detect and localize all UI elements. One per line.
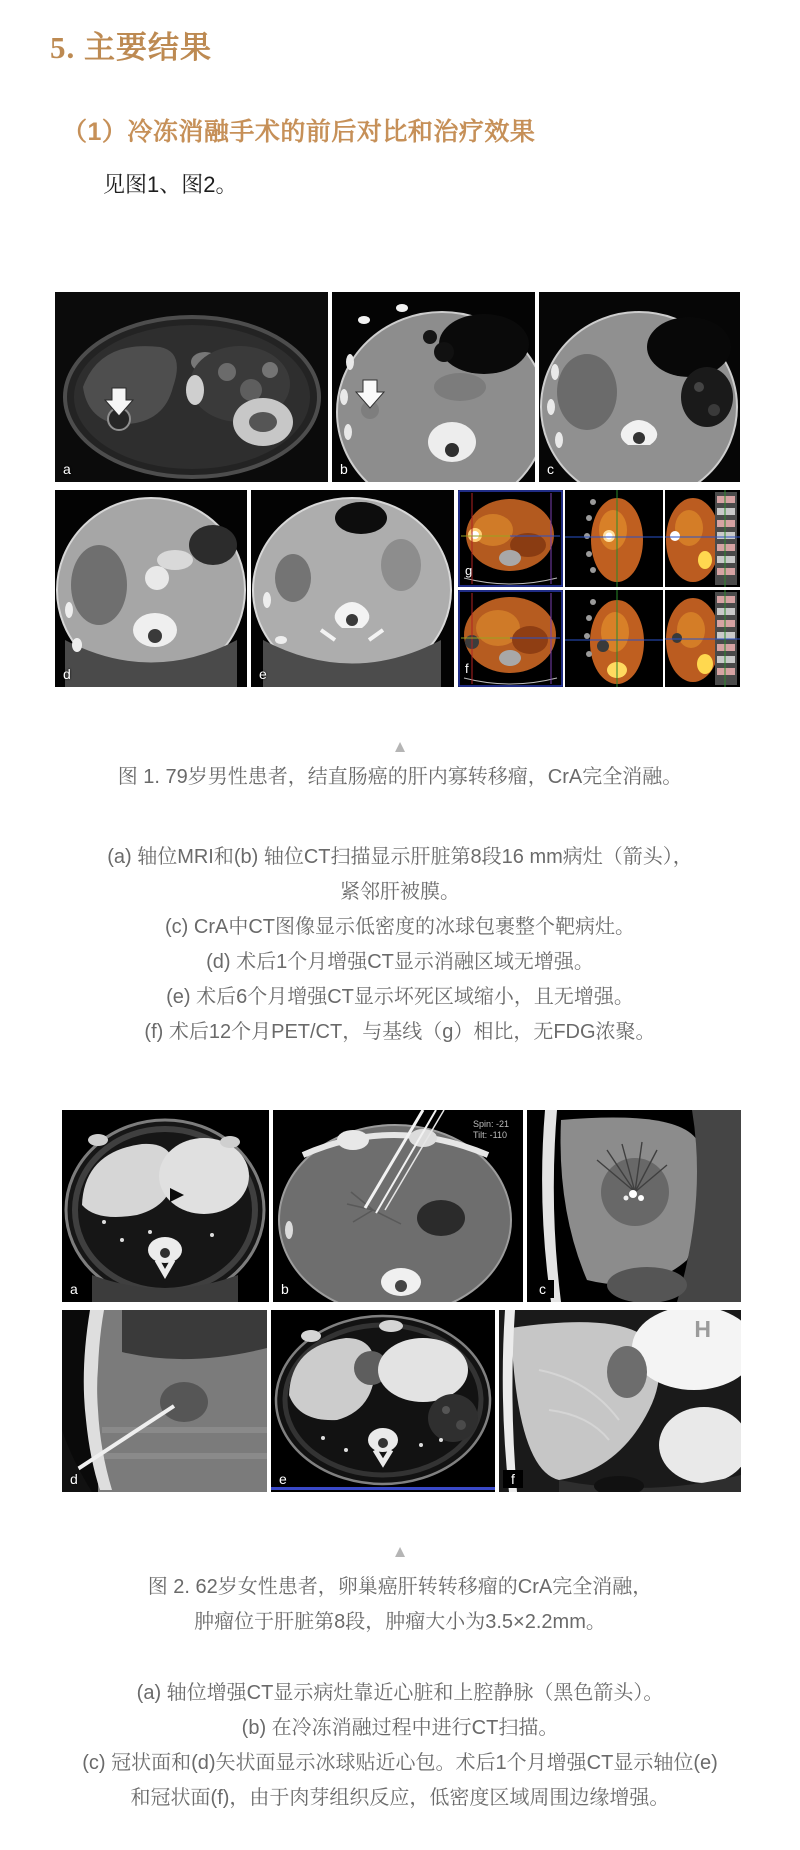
panel-label: f	[465, 661, 469, 676]
panel-label: d	[63, 666, 71, 682]
petct-f-coronal	[665, 590, 740, 687]
panel-label: a	[63, 461, 71, 477]
pet-fused-axial-image	[458, 590, 563, 687]
figure-1	[55, 292, 740, 687]
fig1-caption-details	[0, 840, 800, 1050]
pet-fused-axial-image	[458, 490, 563, 587]
figure-2	[62, 1110, 741, 1492]
caption-line: 紧邻肝被膜。	[340, 881, 460, 903]
caption-title-line: 图 2. 62岁女性患者，卵巢癌肝转转移瘤的CrA完全消融，	[147, 1576, 653, 1598]
ct-followup-axial-image	[271, 1310, 495, 1492]
caption-line: (d) 术后1个月增强CT显示消融区域无增强。	[206, 951, 594, 973]
caption-line: (a) 轴位MRI和(b) 轴位CT扫描显示肝脏第8段16 mm病灶（箭头），	[107, 846, 693, 868]
fig1-panel-d-ct	[55, 490, 247, 687]
mri-axial-image	[55, 292, 328, 482]
fig2-panel-c-coronal	[527, 1110, 741, 1302]
petct-f-axial	[458, 590, 563, 687]
pet-fused-sagittal-image	[565, 590, 663, 687]
fig2-caption-details	[0, 1676, 800, 1816]
fig2-panel-f-coronal	[499, 1310, 741, 1492]
fig2-panel-d-sagittal	[62, 1310, 267, 1492]
panel-label: d	[70, 1471, 78, 1487]
ct-iceball-image	[539, 292, 740, 482]
figure-2-row-2	[62, 1310, 741, 1492]
caption-line: (b) 在冷冻消融过程中进行CT扫描。	[241, 1717, 559, 1739]
petct-12mo-row	[458, 590, 740, 687]
ct-followup-6mo-image	[251, 490, 454, 687]
panel-label: g	[465, 563, 473, 578]
panel-label: c	[531, 1280, 554, 1298]
petct-f-sagittal	[565, 590, 663, 687]
pet-fused-coronal-image	[665, 590, 740, 687]
scan-parameters-overlay	[473, 1119, 509, 1141]
ct-coronal-iceball-image	[527, 1110, 741, 1302]
fig1-petct-panel	[458, 490, 740, 687]
caption-line: (a) 轴位增强CT显示病灶靠近心脏和上腔静脉（黑色箭头）。	[136, 1682, 664, 1704]
caption-pointer-icon: ▲	[391, 1542, 409, 1561]
spin-value: Spin: -21	[472, 1119, 509, 1129]
fig2-caption-title	[0, 1570, 800, 1640]
petct-grid	[458, 490, 740, 687]
fig1-caption-title: 图 1. 79岁男性患者，结直肠癌的肝内寡转移瘤，CrA完全消融。	[117, 766, 683, 788]
petct-baseline-row	[458, 490, 740, 587]
panel-label: a	[70, 1281, 78, 1297]
caption-line: (c) CrA中CT图像显示低密度的冰球包裹整个靶病灶。	[165, 916, 635, 938]
panel-label: b	[281, 1281, 289, 1297]
caption-line: (c) 冠状面和(d)矢状面显示冰球贴近心包。术后1个月增强CT显示轴位(e)	[82, 1752, 718, 1774]
ct-followup-1mo-image	[55, 490, 247, 687]
pet-fused-coronal-image	[665, 490, 740, 587]
figure-1-row-2	[55, 490, 740, 687]
panel-label: e	[279, 1471, 287, 1487]
petct-g-sagittal	[565, 490, 663, 587]
tilt-value: Tilt: -110	[472, 1130, 507, 1140]
fig1-panel-b-ct	[332, 292, 535, 482]
panel-label: c	[547, 461, 554, 477]
pet-fused-sagittal-image	[565, 490, 663, 587]
ct-axial-image	[332, 292, 535, 482]
caption-line: (f) 术后12个月PET/CT，与基线（g）相比，无FDG浓聚。	[144, 1021, 656, 1043]
petct-g-axial	[458, 490, 563, 587]
panel-label: f	[503, 1470, 523, 1488]
fig1-panel-e-ct	[251, 490, 454, 687]
ct-sagittal-needle-image	[62, 1310, 267, 1492]
intro-text: 见图1、图2。	[103, 172, 238, 197]
heart-marker-label: H	[694, 1316, 711, 1342]
figure-1-row-1	[55, 292, 740, 482]
figure-2-row-1	[62, 1110, 741, 1302]
caption-line: (e) 术后6个月增强CT显示坏死区域缩小，且无增强。	[166, 986, 634, 1008]
caption-pointer-icon: ▲	[391, 737, 409, 756]
fig1-panel-c-iceball	[539, 292, 740, 482]
panel-label: e	[259, 666, 267, 682]
fig1-panel-a-mri	[55, 292, 328, 482]
caption-title-line: 肿瘤位于肝脏第8段，肿瘤大小为3.5×2.2mm。	[194, 1611, 606, 1633]
fig2-panel-b-cryo-ct	[273, 1110, 523, 1302]
petct-g-coronal	[665, 490, 740, 587]
caption-line: 和冠状面(f)，由于肉芽组织反应，低密度区域周围边缘增强。	[130, 1787, 670, 1809]
fig2-panel-a-ct	[62, 1110, 269, 1302]
ct-axial-chest-image	[62, 1110, 269, 1302]
fig2-panel-e-ct	[271, 1310, 495, 1492]
panel-label: b	[340, 461, 348, 477]
section-title: 5. 主要结果	[50, 30, 212, 65]
subsection-title: （1）冷冻消融手术的前后对比和治疗效果	[62, 118, 536, 146]
